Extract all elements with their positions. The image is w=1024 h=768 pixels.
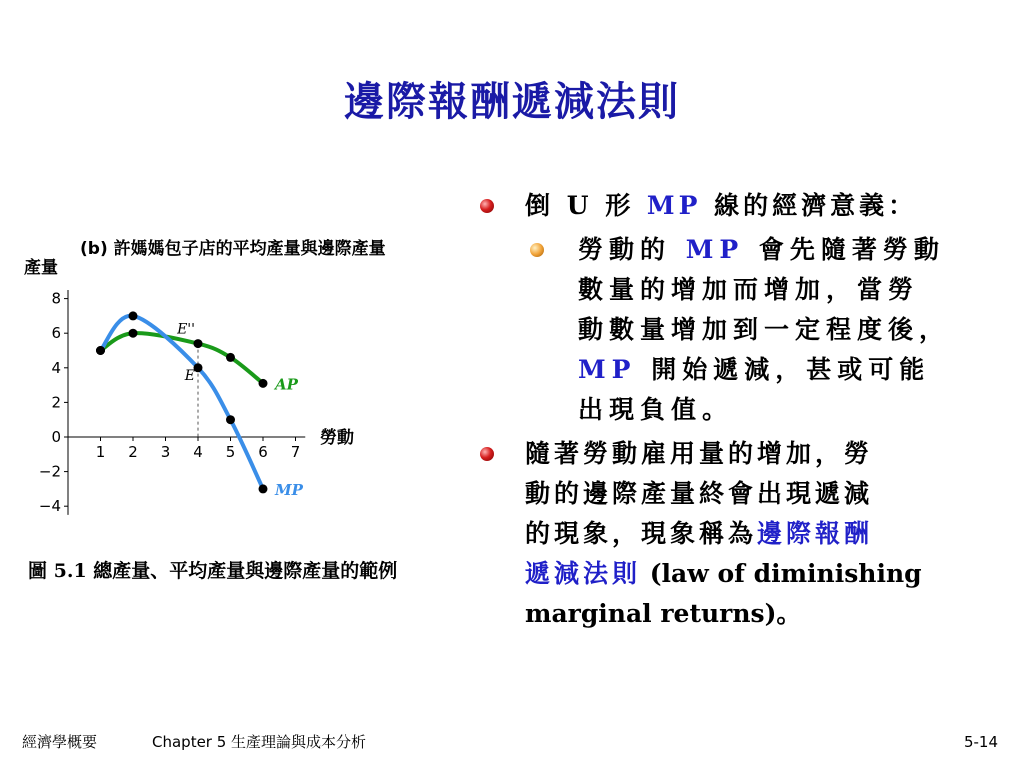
bullet-2-line-3: 動數量增加到一定程度後， [578, 315, 951, 344]
chart-svg [20, 225, 490, 535]
bullet-2-line-4: 開始遞減，甚或可能 [636, 355, 931, 384]
bullet-3-highlight-1: 邊際報酬 [757, 519, 874, 548]
bullet-3-line-2: 動的邊際產量終會出現遞減 [525, 479, 874, 508]
chart-series-ap-point [259, 379, 268, 388]
chart-series-ap-label: AP [275, 375, 298, 394]
chart-series-mp-point [226, 415, 235, 424]
chart-series-mp-point [259, 484, 268, 493]
chart [20, 225, 490, 535]
chart-x-axis-label: 勞動 [320, 428, 354, 448]
chart-x-tick-label: 1 [95, 443, 106, 461]
bullet-item-1 [480, 186, 980, 226]
orange-bullet-icon [530, 243, 544, 257]
chart-y-tick-label: 6 [51, 324, 61, 343]
red-bullet-icon [480, 199, 494, 213]
figure-caption: 圖 5.1 總產量、平均產量與邊際產量的範例 [28, 560, 398, 582]
bullet-1-highlight: MP [646, 191, 702, 220]
chart-annotation: E [184, 367, 195, 384]
chart-y-tick-label: 0 [51, 428, 61, 446]
bullet-1-text-b: 線的經濟意義： [701, 191, 918, 220]
slide-title: 邊際報酬遞減法則 [344, 78, 680, 125]
chart-x-tick-label: 5 [225, 443, 236, 461]
chart-x-tick-label: 3 [160, 443, 171, 461]
chart-series-ap-line [101, 333, 264, 383]
bullet-item-3 [480, 434, 980, 634]
chart-y-tick-label: 4 [51, 358, 61, 377]
bullet-list [480, 186, 980, 634]
chart-y-tick-label: −4 [38, 497, 61, 516]
chart-x-tick-label: 7 [290, 443, 301, 461]
chart-annotation: E'' [177, 321, 195, 338]
chart-y-tick-label: 8 [51, 289, 61, 308]
chart-series-mp-point [96, 346, 105, 355]
chart-series-ap-point [129, 329, 138, 338]
bullet-item-2 [480, 230, 980, 430]
chart-title: (b) 許媽媽包子店的平均產量與邊際產量 [80, 239, 386, 259]
chart-x-tick-label: 6 [258, 443, 268, 461]
chart-y-tick-label: 2 [51, 393, 61, 412]
bullet-3-line-4: (law of diminishing [641, 559, 922, 588]
chart-series-ap-point [194, 339, 203, 348]
chart-series-mp-point [129, 311, 138, 320]
bullet-3-line-5: marginal returns)。 [525, 599, 802, 628]
bullet-2-line-1a: 勞動的 [578, 235, 686, 264]
bullet-2-line-1b: 會先隨著勞動 [744, 235, 945, 264]
red-bullet-icon [480, 447, 494, 461]
chart-y-axis-label: 產量 [24, 258, 58, 278]
bullet-2-line-5: 出現負值。 [578, 395, 734, 424]
footer-page-number: 5-14 [963, 733, 998, 751]
footer-chapter: Chapter 5 生產理論與成本分析 [152, 733, 367, 751]
bullet-2-highlight-1: MP [685, 235, 745, 264]
bullet-2-line-2: 數量的增加而增加，當勞 [578, 275, 920, 304]
bullet-1-text-a: 倒 U 形 [525, 191, 647, 220]
bullet-3-line-1: 隨著勞動雇用量的增加，勞 [525, 439, 874, 468]
bullet-3-highlight-2: 遞減法則 [525, 559, 642, 588]
bullet-3-line-3: 的現象，現象稱為 [525, 519, 758, 548]
chart-x-tick-label: 2 [128, 443, 138, 461]
bullet-2-highlight-2: MP [578, 355, 637, 384]
chart-x-tick-label: 4 [193, 443, 203, 461]
chart-y-tick-label: −2 [38, 462, 61, 481]
chart-series-ap-point [226, 353, 235, 362]
footer-book-title: 經濟學概要 [22, 733, 98, 751]
chart-series-mp-label: MP [275, 480, 303, 499]
